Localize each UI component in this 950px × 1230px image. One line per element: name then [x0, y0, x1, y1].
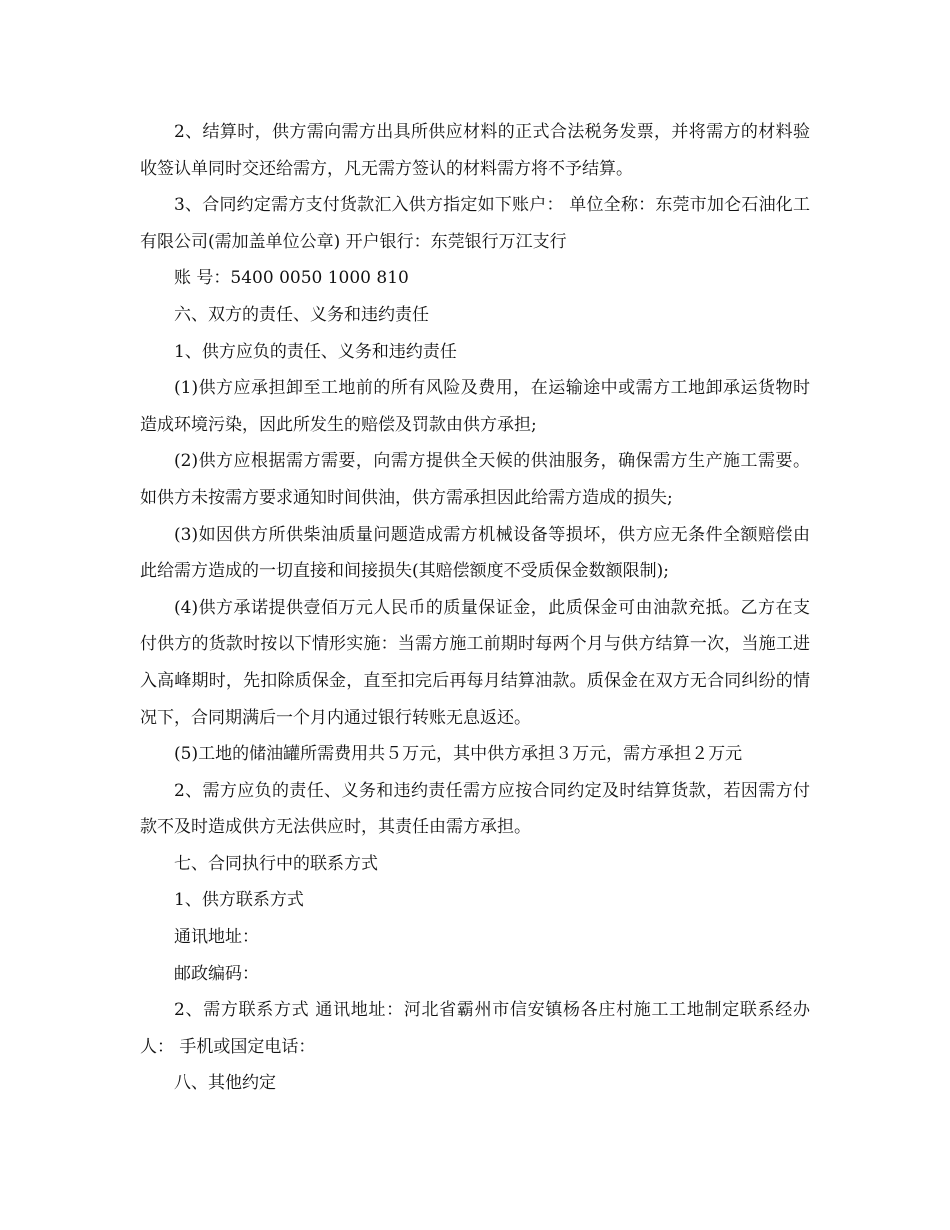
paragraph-buyer-responsibilities: 2、需方应负的责任、义务和违约责任需方应按合同约定及时结算货款，若因需方付款不及时造成供方无法供应时，其责任由需方承担。: [140, 780, 810, 838]
section-heading-other-terms: 八、其他约定: [174, 1073, 276, 1094]
clause-1-risk-and-costs: (1)供方应承担卸至工地前的所有风险及费用，在运输途中或需方工地卸承运货物时造成环境污染，因此所发生的赔偿及罚款由供方承担;: [140, 378, 810, 435]
section-heading-contact: 七、合同执行中的联系方式: [174, 853, 378, 874]
clause-3-quality-compensation: (3)如因供方所供柴油质量问题造成需方机械设备等损坏，供方应无条件全额赔偿由此给需方造成的一切直接和间接损失(其赔偿额度不受质保金数额限制);: [140, 524, 810, 582]
paragraph-account-number: 账 号：5400 0050 1000 810: [174, 268, 409, 289]
subheading-supplier-responsibilities: 1、供方应负的责任、义务和违约责任: [174, 341, 457, 362]
document-body: [140, 114, 810, 1102]
supplier-postcode-line: 邮政编码：: [174, 963, 259, 984]
subheading-supplier-contact: 1、供方联系方式: [174, 890, 304, 911]
section-heading-responsibilities: 六、双方的责任、义务和违约责任: [174, 304, 429, 325]
paragraph-payment-account: 3、合同约定需方支付货款汇入供方指定如下账户： 单位全称：东莞市加仑石油化工有限公司(需加盖单位公章) 开户银行：东莞银行万江支行: [140, 195, 810, 252]
paragraph-buyer-contact: 2、需方联系方式 通讯地址：河北省霸州市信安镇杨各庄村施工工地制定联系经办人： 手机或国定电话：: [140, 1000, 810, 1057]
clause-5-storage-tank-costs: (5)工地的储油罐所需费用共５万元，其中供方承担３万元，需方承担２万元: [174, 744, 743, 765]
clause-2-oil-supply-service: (2)供方应根据需方需要，向需方提供全天候的供油服务，确保需方生产施工需要。如供方未按需方要求通知时间供油，供方需承担因此给需方造成的损失;: [140, 451, 810, 508]
supplier-address-line: 通讯地址：: [174, 927, 259, 948]
clause-4-quality-deposit: (4)供方承诺提供壹佰万元人民币的质量保证金，此质保金可由油款充抵。乙方在支付供方的货款时按以下情形实施：当需方施工前期时每两个月与供方结算一次，当施工进入高峰期时，先扣除质保金，直至扣完后再每月结算油款。质保金在双方无合同纠纷的情况下，合同期满后一个月内通过银行转账无息返还。: [140, 597, 810, 728]
paragraph-settlement-invoice: 2、结算时，供方需向需方出具所供应材料的正式合法税务发票，并将需方的材料验收签认单同时交还给需方，凡无需方签认的材料需方将不予结算。: [140, 122, 810, 179]
